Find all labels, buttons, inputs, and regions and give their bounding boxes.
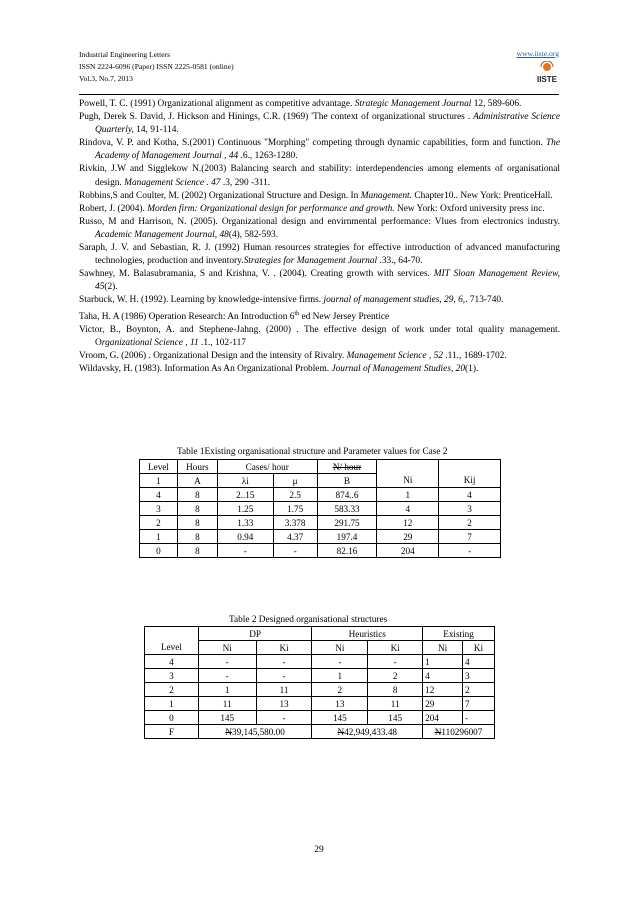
table1-row xyxy=(140,544,501,558)
reference-entry: Powell, T. C. (1991) Organizational alignment as competitive advantage. Strategic Management Journal 12, 589-606. xyxy=(79,99,522,109)
table1-cell: 8 xyxy=(177,544,217,558)
table2 xyxy=(144,626,495,739)
table2-cell: 4 xyxy=(423,669,463,683)
table1-cell: 3.378 xyxy=(273,516,317,530)
table2-group-row xyxy=(145,627,495,641)
table1-cell: 4.37 xyxy=(273,530,317,544)
table2-cell: - xyxy=(312,655,368,669)
journal-volume: Vol.3, No.7, 2013 xyxy=(79,74,133,83)
table1-header-cases: Cases/ hour xyxy=(217,460,317,474)
table2-cell: 1 xyxy=(198,683,256,697)
reference-entry: Sawhney, M. Balasubramania, S and Krishna, V. . (2004). Creating growth with services. MIT Sloan Management Review, 45(2). xyxy=(79,269,560,293)
table2-cell: 2 xyxy=(145,683,199,697)
table1-cell: 2..15 xyxy=(217,488,273,502)
table2-cell: 11 xyxy=(368,697,423,711)
reference-entry: Vroom, G. (2006) . Organizational Design and the intensity of Rivalry. Management Science , 52 .11., 1689-1702. xyxy=(79,350,507,361)
table2-cell: 0 xyxy=(145,711,199,725)
table2-cell: 2 xyxy=(368,669,423,683)
journal-issn: ISSN 2224-6096 (Paper) ISSN 2225-0581 (online) xyxy=(79,62,234,71)
reference-entry: Russo, M and Harrison, N. (2005). Organizational design and envirnmental performance: Vlues from electronics industry. Academic Management Journal, 48(4), 582-593. xyxy=(79,216,560,240)
table2-cell: Ki xyxy=(463,641,495,655)
table2-cell: - xyxy=(256,669,312,683)
table1-cell: 8 xyxy=(177,488,217,502)
table1-cell: 2 xyxy=(439,516,501,530)
table2-cell: 4 xyxy=(145,655,199,669)
table2-cell: 7 xyxy=(463,697,495,711)
table2-group-heuristics: Heuristics xyxy=(312,627,423,641)
table1 xyxy=(139,459,501,558)
table1-cell: Kij xyxy=(439,474,501,488)
table2-cell: Level xyxy=(145,641,199,655)
table1-cell: μ xyxy=(273,474,317,488)
table2-cell: 145 xyxy=(198,711,256,725)
table1-cell: - xyxy=(439,544,501,558)
table2-row xyxy=(145,683,495,697)
reference-list xyxy=(79,98,560,376)
table1-cell: 1 xyxy=(377,488,439,502)
reference-entry: Rindova, V. P. and Kotha, S.(2001) Continuous "Morphing" competing through dynamic capabilities, form and function. The Academy of Management Journal , 44 .6., 1263-1280. xyxy=(79,138,560,162)
table1-header-n-hour: N/ hour xyxy=(317,460,377,474)
page-number: 29 xyxy=(314,845,324,855)
reference-entry: Victor, B., Boynton, A. and Stephene-Jahng. (2000) . The effective design of work under total quality management. Organizational Science , 11 .1., 102-117 xyxy=(79,324,560,348)
table1-cell: 82.16 xyxy=(317,544,377,558)
table1-header-blank xyxy=(439,460,501,474)
table2-f-heuristics: N42,949,433.48 xyxy=(312,725,423,739)
table1-cell: 7 xyxy=(439,530,501,544)
table1-row xyxy=(140,488,501,502)
header-rule xyxy=(79,94,559,95)
table1-cell: 197.4 xyxy=(317,530,377,544)
table2-cell: 2 xyxy=(312,683,368,697)
journal-website-link[interactable]: www.iiste.org xyxy=(516,49,559,58)
table1-caption: Table 1Existing organisational structure and Parameter values for Case 2 xyxy=(177,447,448,457)
reference-entry: Starbuck, W. H. (1992). Learning by knowledge-intensive firms. journal of management studies, 29, 6,. 713-740. xyxy=(79,295,504,306)
reference-entry: Robert, J. (2004). Morden firm: Organizational design for performance and growth. New York: Oxford university press inc. xyxy=(79,203,545,214)
table2-f-existing: N110296007 xyxy=(423,725,495,739)
table2-row xyxy=(145,711,495,725)
table1-cell: 1.33 xyxy=(217,516,273,530)
table1-cell: 8 xyxy=(177,502,217,516)
table2-group-existing: Existing xyxy=(423,627,495,641)
table2-cell: - xyxy=(256,655,312,669)
table1-cell: 583.33 xyxy=(317,502,377,516)
iiste-logo xyxy=(534,61,560,85)
table1-cell: 8 xyxy=(177,530,217,544)
table2-cell: Ni xyxy=(198,641,256,655)
table1-cell: A xyxy=(177,474,217,488)
table2-cell: Ni xyxy=(423,641,463,655)
table1-cell: 1 xyxy=(140,474,178,488)
table1-cell: 1.25 xyxy=(217,502,273,516)
table2-f-dp: N39,145,580.00 xyxy=(198,725,312,739)
table2-cell: 204 xyxy=(423,711,463,725)
table2-cell: - xyxy=(256,711,312,725)
table1-cell: 12 xyxy=(377,516,439,530)
table2-cell: 3 xyxy=(145,669,199,683)
table2-subheader-row xyxy=(145,641,495,655)
table2-cell: - xyxy=(198,669,256,683)
table1-cell: 1 xyxy=(140,530,178,544)
table1-cell: 3 xyxy=(439,502,501,516)
table2-cell: Ki xyxy=(368,641,423,655)
table2-row xyxy=(145,655,495,669)
table2-cell: 145 xyxy=(368,711,423,725)
table2-f-row xyxy=(145,725,495,739)
table2-cell: 145 xyxy=(312,711,368,725)
table2-cell: 29 xyxy=(423,697,463,711)
table2-cell: 11 xyxy=(256,683,312,697)
reference-entry: Taha, H. A (1986) Operation Research: An Introduction 6th ed New Jersey Prentice xyxy=(79,310,390,322)
table1-cell: 1.75 xyxy=(273,502,317,516)
table1-cell: 8 xyxy=(177,516,217,530)
table1-cell: Ni xyxy=(377,474,439,488)
table1-row xyxy=(140,530,501,544)
table1-cell: 204 xyxy=(377,544,439,558)
reference-entry: Pugh, Derek S. David, J. Hickson and Hinings, C.R. (1969) 'The context of organizational structures . Administrative Science Quarterly, 14, 91-114. xyxy=(79,112,560,136)
table1-cell: B xyxy=(317,474,377,488)
table2-row xyxy=(145,669,495,683)
table1-cell: 4 xyxy=(140,488,178,502)
table1-cell: 2 xyxy=(140,516,178,530)
table1-cell: 2.5 xyxy=(273,488,317,502)
table1-subheader-row xyxy=(140,474,501,488)
table2-cell: 13 xyxy=(312,697,368,711)
table2-cell: 11 xyxy=(198,697,256,711)
reference-entry: Wildavsky, H. (1983). Information As An Organizational Problem. Journal of Management Studies, 20(1). xyxy=(79,364,479,374)
table1-cell: 0 xyxy=(140,544,178,558)
table2-cell xyxy=(145,627,199,641)
table2-f-label: F xyxy=(145,725,199,739)
table1-row xyxy=(140,516,501,530)
table2-cell: 12 xyxy=(423,683,463,697)
table1-header-blank xyxy=(377,460,439,474)
reference-entry: Robbins,S and Coulter, M. (2002) Organizational Structure and Design. In Management. Chapter10.. New York: PrenticeHall. xyxy=(79,190,553,201)
table1-cell: - xyxy=(217,544,273,558)
table1-cell: 29 xyxy=(377,530,439,544)
table2-caption: Table 2 Designed organisational structures xyxy=(229,615,388,625)
table1-cell: λi xyxy=(217,474,273,488)
table1-header-hours: Hours xyxy=(177,460,217,474)
table2-cell: 8 xyxy=(368,683,423,697)
table1-cell: 0.94 xyxy=(217,530,273,544)
reference-entry: Saraph, J. V. and Sebastian, R. J. (1992) Human resources strategies for effective introduction of advanced manufacturing technologies, production and inventory.Strategies for Management Journal .33., 64-70. xyxy=(79,243,560,267)
table2-cell: 4 xyxy=(463,655,495,669)
table1-cell: 4 xyxy=(439,488,501,502)
table2-cell: 13 xyxy=(256,697,312,711)
table2-cell: Ki xyxy=(256,641,312,655)
table1-header-row xyxy=(140,460,501,474)
table1-cell: 874..6 xyxy=(317,488,377,502)
table2-cell: - xyxy=(198,655,256,669)
table2-cell: 1 xyxy=(312,669,368,683)
table1-cell: 291.75 xyxy=(317,516,377,530)
journal-name: Industrial Engineering Letters xyxy=(79,50,171,59)
table2-cell: Ni xyxy=(312,641,368,655)
table2-cell: 3 xyxy=(463,669,495,683)
table1-cell: 3 xyxy=(140,502,178,516)
table1-header-level: Level xyxy=(140,460,178,474)
reference-entry: Rivkin, J.W and Sigglekow N.(2003) Balancing search and stability: interdependencies among elements of organisational design. Management Science . 47 .3, 290 -311. xyxy=(79,164,560,188)
table1-row xyxy=(140,502,501,516)
table2-group-dp: DP xyxy=(198,627,312,641)
table2-cell: - xyxy=(463,711,495,725)
table1-cell: 4 xyxy=(377,502,439,516)
table1-cell: - xyxy=(273,544,317,558)
table2-cell: 1 xyxy=(145,697,199,711)
table2-cell: 1 xyxy=(423,655,463,669)
table2-row xyxy=(145,697,495,711)
svg-text:IISTE: IISTE xyxy=(536,75,558,84)
table2-cell: 2 xyxy=(463,683,495,697)
table2-cell: - xyxy=(368,655,423,669)
